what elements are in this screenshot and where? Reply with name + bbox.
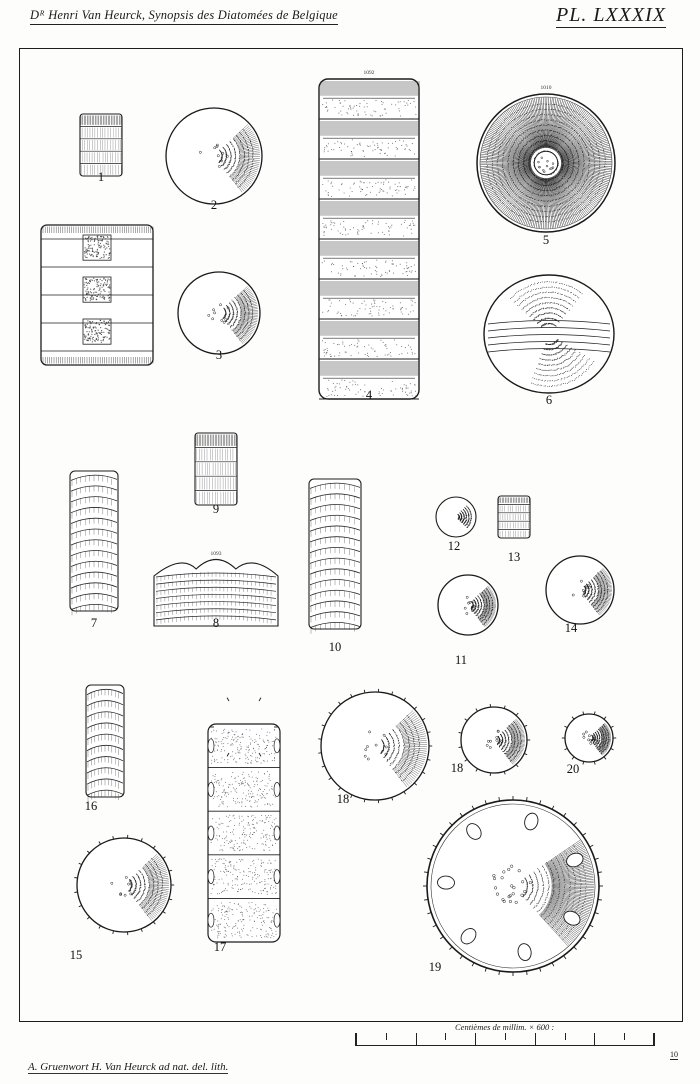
figure-4 [319, 70, 419, 402]
figure-14 [546, 556, 614, 635]
figure-caption: 12 [447, 539, 461, 553]
header-underline [30, 24, 338, 25]
figure-caption: 19 [428, 960, 442, 974]
figure-caption: 5 [542, 233, 550, 247]
plate-frame [19, 48, 683, 1022]
plate-number-text: PL. LXXXIX [556, 4, 666, 26]
figure-caption: 10 [328, 640, 342, 654]
figure-6 [484, 275, 614, 407]
svg-text:1092: 1092 [363, 70, 375, 76]
figure-5 [477, 85, 615, 247]
figure-caption: 1 [97, 170, 105, 184]
figure-13 [498, 496, 530, 564]
figure-19 [423, 796, 603, 976]
figure-18 [451, 704, 530, 776]
figure-3 [178, 272, 260, 362]
figure-caption: 8 [212, 616, 220, 630]
figure-caption: 3 [215, 348, 223, 362]
figure-caption: 20 [566, 762, 580, 776]
figure-3b [41, 225, 153, 365]
figure-caption: 11 [454, 653, 468, 667]
figure-10 [309, 479, 361, 654]
figure-17 [208, 698, 280, 954]
credit-text: A. Gruenwort H. Van Heurck ad nat. del. lith. [28, 1061, 229, 1073]
figure-caption: 4 [365, 388, 373, 402]
plate-header-text: Dᴿ Henri Van Heurck, Synopsis des Diatomées de Belgique [30, 8, 338, 22]
credit-underline [28, 1073, 228, 1074]
plate-illustrations [20, 49, 678, 1017]
figure-caption: 2 [210, 198, 218, 212]
figure-caption: 6 [545, 393, 553, 407]
figure-caption: 18 [450, 761, 464, 775]
figure-7 [70, 471, 118, 630]
figure-9 [195, 433, 237, 516]
figure-2 [166, 108, 262, 212]
figure-caption: 7 [90, 616, 98, 630]
figure-caption: 16 [84, 799, 98, 813]
lithographer-credit [28, 1061, 228, 1074]
figure-16 [85, 685, 124, 813]
svg-text:1010: 1010 [540, 85, 552, 91]
figure-20 [562, 712, 616, 777]
scale-end-label: 10 [670, 1050, 678, 1059]
plate-number [556, 4, 666, 28]
figure-caption: 9 [212, 502, 220, 516]
figure-12 [436, 497, 476, 553]
figure-caption: 13 [507, 550, 521, 564]
scale-caption: Centièmes de millim. × 600 : [455, 1022, 555, 1032]
figure-15 [70, 835, 174, 962]
figure-1 [80, 114, 122, 184]
figure-caption: 14 [564, 621, 578, 635]
plate-header-title [30, 8, 338, 25]
figure-caption: 17 [213, 940, 227, 954]
plate-number-underline [556, 27, 666, 28]
figure-18 [318, 689, 432, 806]
scale-bar [355, 1033, 655, 1046]
figure-11 [438, 575, 498, 667]
figure-8 [154, 551, 278, 630]
figure-caption: 15 [69, 948, 83, 962]
figure-caption: 18 [336, 792, 350, 806]
